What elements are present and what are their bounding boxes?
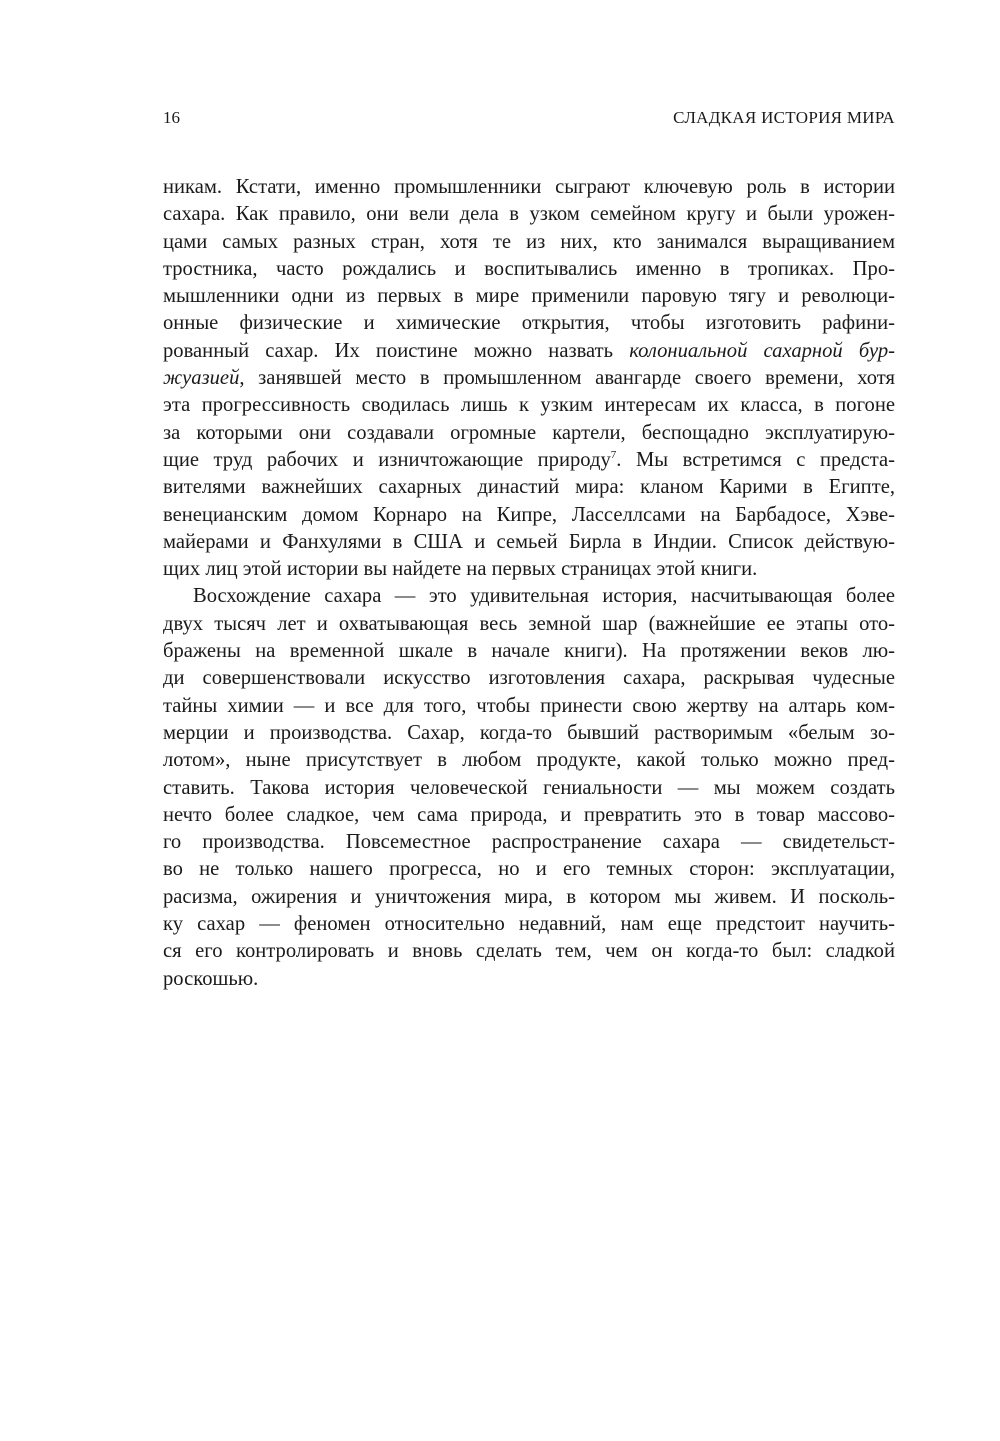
text-line: никам. Кстати, именно промышленники сыграют ключевую роль в истории [163, 176, 895, 198]
italic-term: колониальной сахарной бур- [629, 339, 896, 362]
text-line: Восхождение сахара — это удивительная история, насчитывающая более [193, 585, 895, 608]
text-line [163, 447, 895, 474]
text-run: . Мы встретимся с предста- [616, 448, 896, 471]
text-line: майерами и Фанхулями в США и семьей Бирла в Индии. Список действую- [163, 530, 895, 553]
text-line: щих лиц этой истории вы найдете на первых страницах этой книги. [163, 558, 758, 581]
text-line: эта прогрессивность сводилась лишь к узким интересам их класса, в погоне [163, 394, 895, 417]
text-line: мышленники одни из первых в мире применили паровую тягу и революци- [163, 285, 895, 308]
text-line: за которыми они создавали огромные картели, беспощадно эксплуатирую- [163, 421, 895, 444]
text-line: ся его контролировать и вновь сделать тем, чем он когда-то был: сладкой [163, 940, 895, 963]
page-number: 16 [163, 108, 180, 127]
text-line: ставить. Такова история человеческой гениальности — мы можем создать [163, 776, 895, 799]
text-line: двух тысяч лет и охватывающая весь земной шар (важнейшие ее этапы ото- [163, 612, 895, 635]
text-line: расизма, ожирения и уничтожения мира, в котором мы живем. И посколь- [163, 885, 895, 908]
text-line: ди совершенствовали искусство изготовления сахара, раскрывая чудесные [163, 667, 895, 690]
text-line: роскошью. [163, 967, 259, 990]
text-line: тайны химии — и все для того, чтобы принести свою жертву на алтарь ком- [163, 694, 895, 717]
paragraph-1 [163, 174, 895, 583]
text-line: мерции и производства. Сахар, когда-то бывший растворимым «белым зо- [163, 721, 895, 744]
text-line: вителями важнейших сахарных династий мира: кланом Карими в Египте, [163, 476, 895, 499]
text-line: онные физические и химические открытия, чтобы изготовить рафини- [163, 312, 895, 335]
text-line: цами самых разных стран, хотя те из них, кто занимался выращиванием [163, 230, 895, 253]
footnote-marker: 7 [610, 448, 617, 461]
text-line: го производства. Повсеместное распространение сахара — свидетельст- [163, 831, 895, 854]
text-line: ку сахар — феномен относительно недавний, нам еще предстоит научить- [163, 913, 895, 936]
text-line [163, 365, 895, 392]
italic-term: жуазией [163, 367, 240, 390]
text-line [163, 338, 895, 365]
text-line: нечто более сладкое, чем сама природа, и превратить это в товар массово- [163, 803, 895, 826]
text-run: , занявшей место в промышленном авангарде своего времени, хотя [239, 367, 895, 390]
text-line: сахара. Как правило, они вели дела в узком семейном кругу и были урожен- [163, 203, 895, 226]
paragraph-2 [163, 583, 895, 992]
text-line: тростника, часто рождались и воспитывались именно в тропиках. Про- [163, 257, 895, 280]
text-line: венецианским домом Корнаро на Кипре, Ласселлсами на Барбадосе, Хэве- [163, 503, 895, 526]
text-run: рованный сахар. Их поистине можно назвать [163, 339, 630, 362]
running-head: СЛАДКАЯ ИСТОРИЯ МИРА [673, 108, 895, 127]
page-body [163, 174, 895, 993]
text-line: во не только нашего прогресса, но и его темных сторон: эксплуатации, [163, 858, 895, 881]
text-line: лотом», ныне присутствует в любом продукте, какой только можно пред- [163, 749, 895, 772]
text-run: щие труд рабочих и изничтожающие природу [163, 448, 611, 471]
page-header [163, 108, 895, 132]
text-line: бражены на временной шкале в начале книги). На протяжении веков лю- [163, 640, 895, 663]
